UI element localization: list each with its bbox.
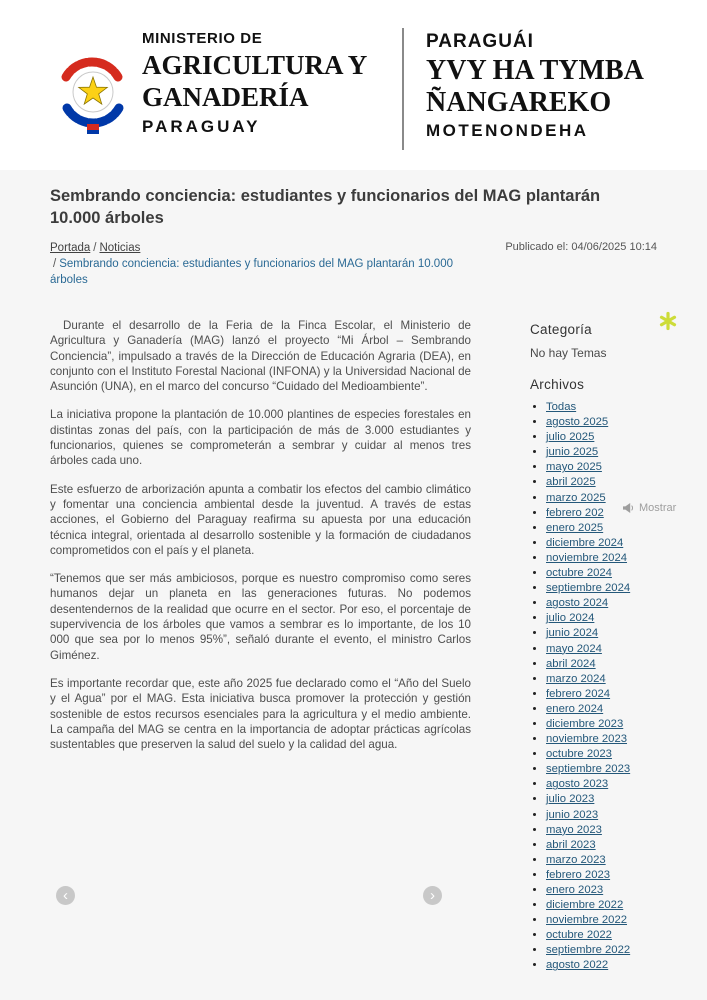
archive-link[interactable]: marzo 2024 bbox=[546, 672, 606, 685]
archive-item bbox=[546, 582, 680, 594]
archive-item bbox=[546, 944, 680, 956]
guarani-name-line1: PARAGUÁI bbox=[426, 31, 534, 52]
archive-link[interactable]: noviembre 2024 bbox=[546, 551, 628, 564]
breadcrumb-separator: / bbox=[93, 242, 97, 254]
sidebar bbox=[530, 322, 680, 975]
guarani-name-line2: YVY HA TYMBA bbox=[426, 55, 644, 86]
article-paragraph: Durante el desarrollo de la Feria de la Finca Escolar, el Ministerio de Agricultura y Ganadería (MAG) lanzó el proyecto “Mi Árbol – Sembrando Conciencia”, impulsado a través de la Dirección de Educación Agraria (DEA), en conjunto con el Instituto Forestal Nacional (INFONA) y la Universidad Nacional de Asunción (UNA), en el marco del concurso “Cuidado del Medioambiente”. bbox=[50, 319, 471, 394]
published-date: Publicado el: 04/06/2025 10:14 bbox=[505, 241, 657, 253]
archive-link[interactable]: marzo 2025 bbox=[546, 491, 606, 504]
archive-link[interactable]: febrero 202 bbox=[546, 506, 604, 519]
screen-reader-tooltip[interactable] bbox=[618, 501, 680, 515]
archive-link[interactable]: diciembre 2023 bbox=[546, 717, 624, 730]
archive-item bbox=[546, 658, 680, 670]
archive-link[interactable]: marzo 2023 bbox=[546, 853, 606, 866]
archive-item bbox=[546, 522, 680, 534]
guarani-name-block bbox=[426, 31, 644, 141]
archive-link[interactable]: julio 2024 bbox=[546, 612, 595, 625]
archive-item bbox=[546, 688, 680, 700]
archive-link[interactable]: noviembre 2023 bbox=[546, 733, 628, 746]
archive-link[interactable]: diciembre 2024 bbox=[546, 536, 624, 549]
archive-link[interactable]: agosto 2022 bbox=[546, 959, 609, 972]
archive-item bbox=[546, 461, 680, 473]
archive-link[interactable]: julio 2025 bbox=[546, 431, 595, 444]
archive-item bbox=[546, 416, 680, 428]
ministry-name-line3: GANADERÍA bbox=[142, 81, 309, 112]
category-heading: Categoría bbox=[530, 322, 592, 337]
accessibility-widget-button[interactable] bbox=[658, 311, 678, 331]
archive-item bbox=[546, 748, 680, 760]
site-header bbox=[0, 0, 707, 170]
archive-link[interactable]: julio 2023 bbox=[546, 793, 595, 806]
archive-item bbox=[546, 627, 680, 639]
archive-item bbox=[546, 476, 680, 488]
archive-item bbox=[546, 733, 680, 745]
archive-item bbox=[546, 929, 680, 941]
archive-item bbox=[546, 597, 680, 609]
archive-link[interactable]: noviembre 2022 bbox=[546, 914, 628, 927]
archive-link[interactable]: septiembre 2023 bbox=[546, 763, 631, 776]
megaphone-icon bbox=[622, 502, 635, 514]
archive-link[interactable]: septiembre 2022 bbox=[546, 944, 631, 957]
article-body bbox=[50, 318, 471, 765]
archive-item bbox=[546, 914, 680, 926]
archive-item bbox=[546, 673, 680, 685]
archive-item bbox=[546, 567, 680, 579]
archive-link[interactable]: enero 2025 bbox=[546, 521, 604, 534]
breadcrumb-separator: / bbox=[53, 258, 57, 271]
article-paragraph: La iniciativa propone la plantación de 10.000 plantines de especies forestales en distintas zonas del país, con la participación de más de 3.000 estudiantes y funcionarios, quienes se comprometerán a sembrar y cuidar al menos tres árboles cada uno. bbox=[50, 408, 471, 468]
archive-item bbox=[546, 612, 680, 624]
archive-item bbox=[546, 703, 680, 715]
asterisk-icon bbox=[658, 318, 678, 335]
next-arrow-button[interactable]: › bbox=[423, 886, 442, 905]
archives-list bbox=[530, 401, 680, 972]
archive-item bbox=[546, 824, 680, 836]
mag-logo[interactable] bbox=[50, 48, 136, 138]
archive-link[interactable]: septiembre 2024 bbox=[546, 582, 631, 595]
breadcrumb-link-noticias[interactable]: Noticias bbox=[99, 242, 141, 254]
archive-link[interactable]: abril 2024 bbox=[546, 657, 596, 670]
archive-item bbox=[546, 899, 680, 911]
archive-link[interactable]: febrero 2024 bbox=[546, 687, 611, 700]
archive-item bbox=[546, 839, 680, 851]
archive-item bbox=[546, 537, 680, 549]
archive-item bbox=[546, 884, 680, 896]
tooltip-label: Mostrar bbox=[639, 502, 677, 514]
archive-item bbox=[546, 446, 680, 458]
ministry-name-line2: AGRICULTURA Y bbox=[142, 50, 368, 80]
archive-link[interactable]: octubre 2023 bbox=[546, 748, 612, 761]
archive-link[interactable]: diciembre 2022 bbox=[546, 899, 624, 912]
article-paragraph: Es importante recordar que, este año 2025 fue declarado como el “Año del Suelo y el Agua” por el MAG. Esta iniciativa busca promover la protección y gestión sostenible de estos recursos esenciales para la agricultura y el medio ambiente. La campaña del MAG se centra en la importancia de adoptar prácticas agrícolas sustentables que preserven la salud del suelo y la calidad del agua. bbox=[50, 676, 471, 752]
ministry-country-label: PARAGUAY bbox=[142, 117, 261, 137]
guarani-name-line4: MOTENONDEHA bbox=[426, 120, 589, 140]
archive-item bbox=[546, 643, 680, 655]
prev-arrow-button[interactable]: ‹ bbox=[56, 886, 75, 905]
category-empty-text: No hay Temas bbox=[530, 346, 607, 360]
archive-item bbox=[546, 778, 680, 790]
archive-item bbox=[546, 869, 680, 881]
ministry-name-line1: MINISTERIO DE bbox=[142, 30, 263, 47]
archive-link[interactable]: Todas bbox=[546, 401, 577, 413]
article-paragraph: Este esfuerzo de arborización apunta a combatir los efectos del cambio climático y fomentar una conciencia ambiental desde la juventud. A través de estas acciones, el Gobierno del Paraguay reafirma su apuesta por una educación técnica integral, orientada al desarrollo sostenible y la formación de ciudadanos comprometidos con el país y el planeta. bbox=[50, 482, 471, 557]
archive-link[interactable]: abril 2025 bbox=[546, 476, 596, 489]
archive-link[interactable]: abril 2023 bbox=[546, 838, 596, 851]
archive-link[interactable]: febrero 2023 bbox=[546, 868, 611, 881]
breadcrumb-line2 bbox=[50, 256, 480, 288]
breadcrumb-current: Sembrando conciencia: estudiantes y funcionarios del MAG plantarán 10.000 árboles bbox=[50, 258, 453, 287]
archive-link[interactable]: agosto 2025 bbox=[546, 416, 609, 429]
breadcrumb-link-portada[interactable]: Portada bbox=[50, 242, 91, 254]
page-title: Sembrando conciencia: estudiantes y funcionarios del MAG plantarán 10.000 árboles bbox=[50, 187, 601, 227]
archive-link[interactable]: octubre 2022 bbox=[546, 929, 612, 942]
archive-link[interactable]: junio 2024 bbox=[546, 627, 599, 640]
header-divider bbox=[402, 28, 404, 150]
breadcrumb-line1 bbox=[50, 240, 480, 256]
archive-item bbox=[546, 431, 680, 443]
archive-link[interactable]: enero 2023 bbox=[546, 884, 604, 896]
archive-link[interactable]: mayo 2025 bbox=[546, 461, 602, 474]
archive-item bbox=[546, 854, 680, 866]
archive-link[interactable]: junio 2025 bbox=[546, 446, 599, 459]
guarani-name-line3: ÑANGAREKO bbox=[426, 86, 612, 118]
archive-link[interactable]: agosto 2023 bbox=[546, 778, 609, 791]
archive-item bbox=[546, 793, 680, 805]
archive-item bbox=[546, 552, 680, 564]
ministry-name-block bbox=[142, 30, 367, 137]
archive-link[interactable]: junio 2023 bbox=[546, 808, 599, 821]
archive-link[interactable]: mayo 2023 bbox=[546, 823, 602, 836]
breadcrumb bbox=[50, 240, 480, 288]
archive-item bbox=[546, 809, 680, 821]
archive-link[interactable]: enero 2024 bbox=[546, 702, 604, 715]
archives-heading: Archivos bbox=[530, 377, 585, 392]
archive-item bbox=[546, 718, 680, 730]
paraguay-seal-icon bbox=[50, 125, 136, 142]
article-paragraph: “Tenemos que ser más ambiciosos, porque es nuestro compromiso como seres humanos dejar un planeta en las generaciones futuras. No podemos desentendernos de la realidad que ocurre en el sector. Por eso, el porcentaje de supervivencia de los árboles que vamos a sembrar es lo importante, de los 10 000 que sea por lo menos 95%”, señaló durante el evento, el ministro Carlos Giménez. bbox=[50, 572, 471, 662]
archive-link[interactable]: octubre 2024 bbox=[546, 567, 612, 580]
archive-link[interactable]: mayo 2024 bbox=[546, 642, 602, 655]
archive-link[interactable]: agosto 2024 bbox=[546, 597, 609, 610]
archive-item bbox=[546, 401, 680, 413]
archive-item bbox=[546, 959, 680, 971]
archive-item bbox=[546, 763, 680, 775]
